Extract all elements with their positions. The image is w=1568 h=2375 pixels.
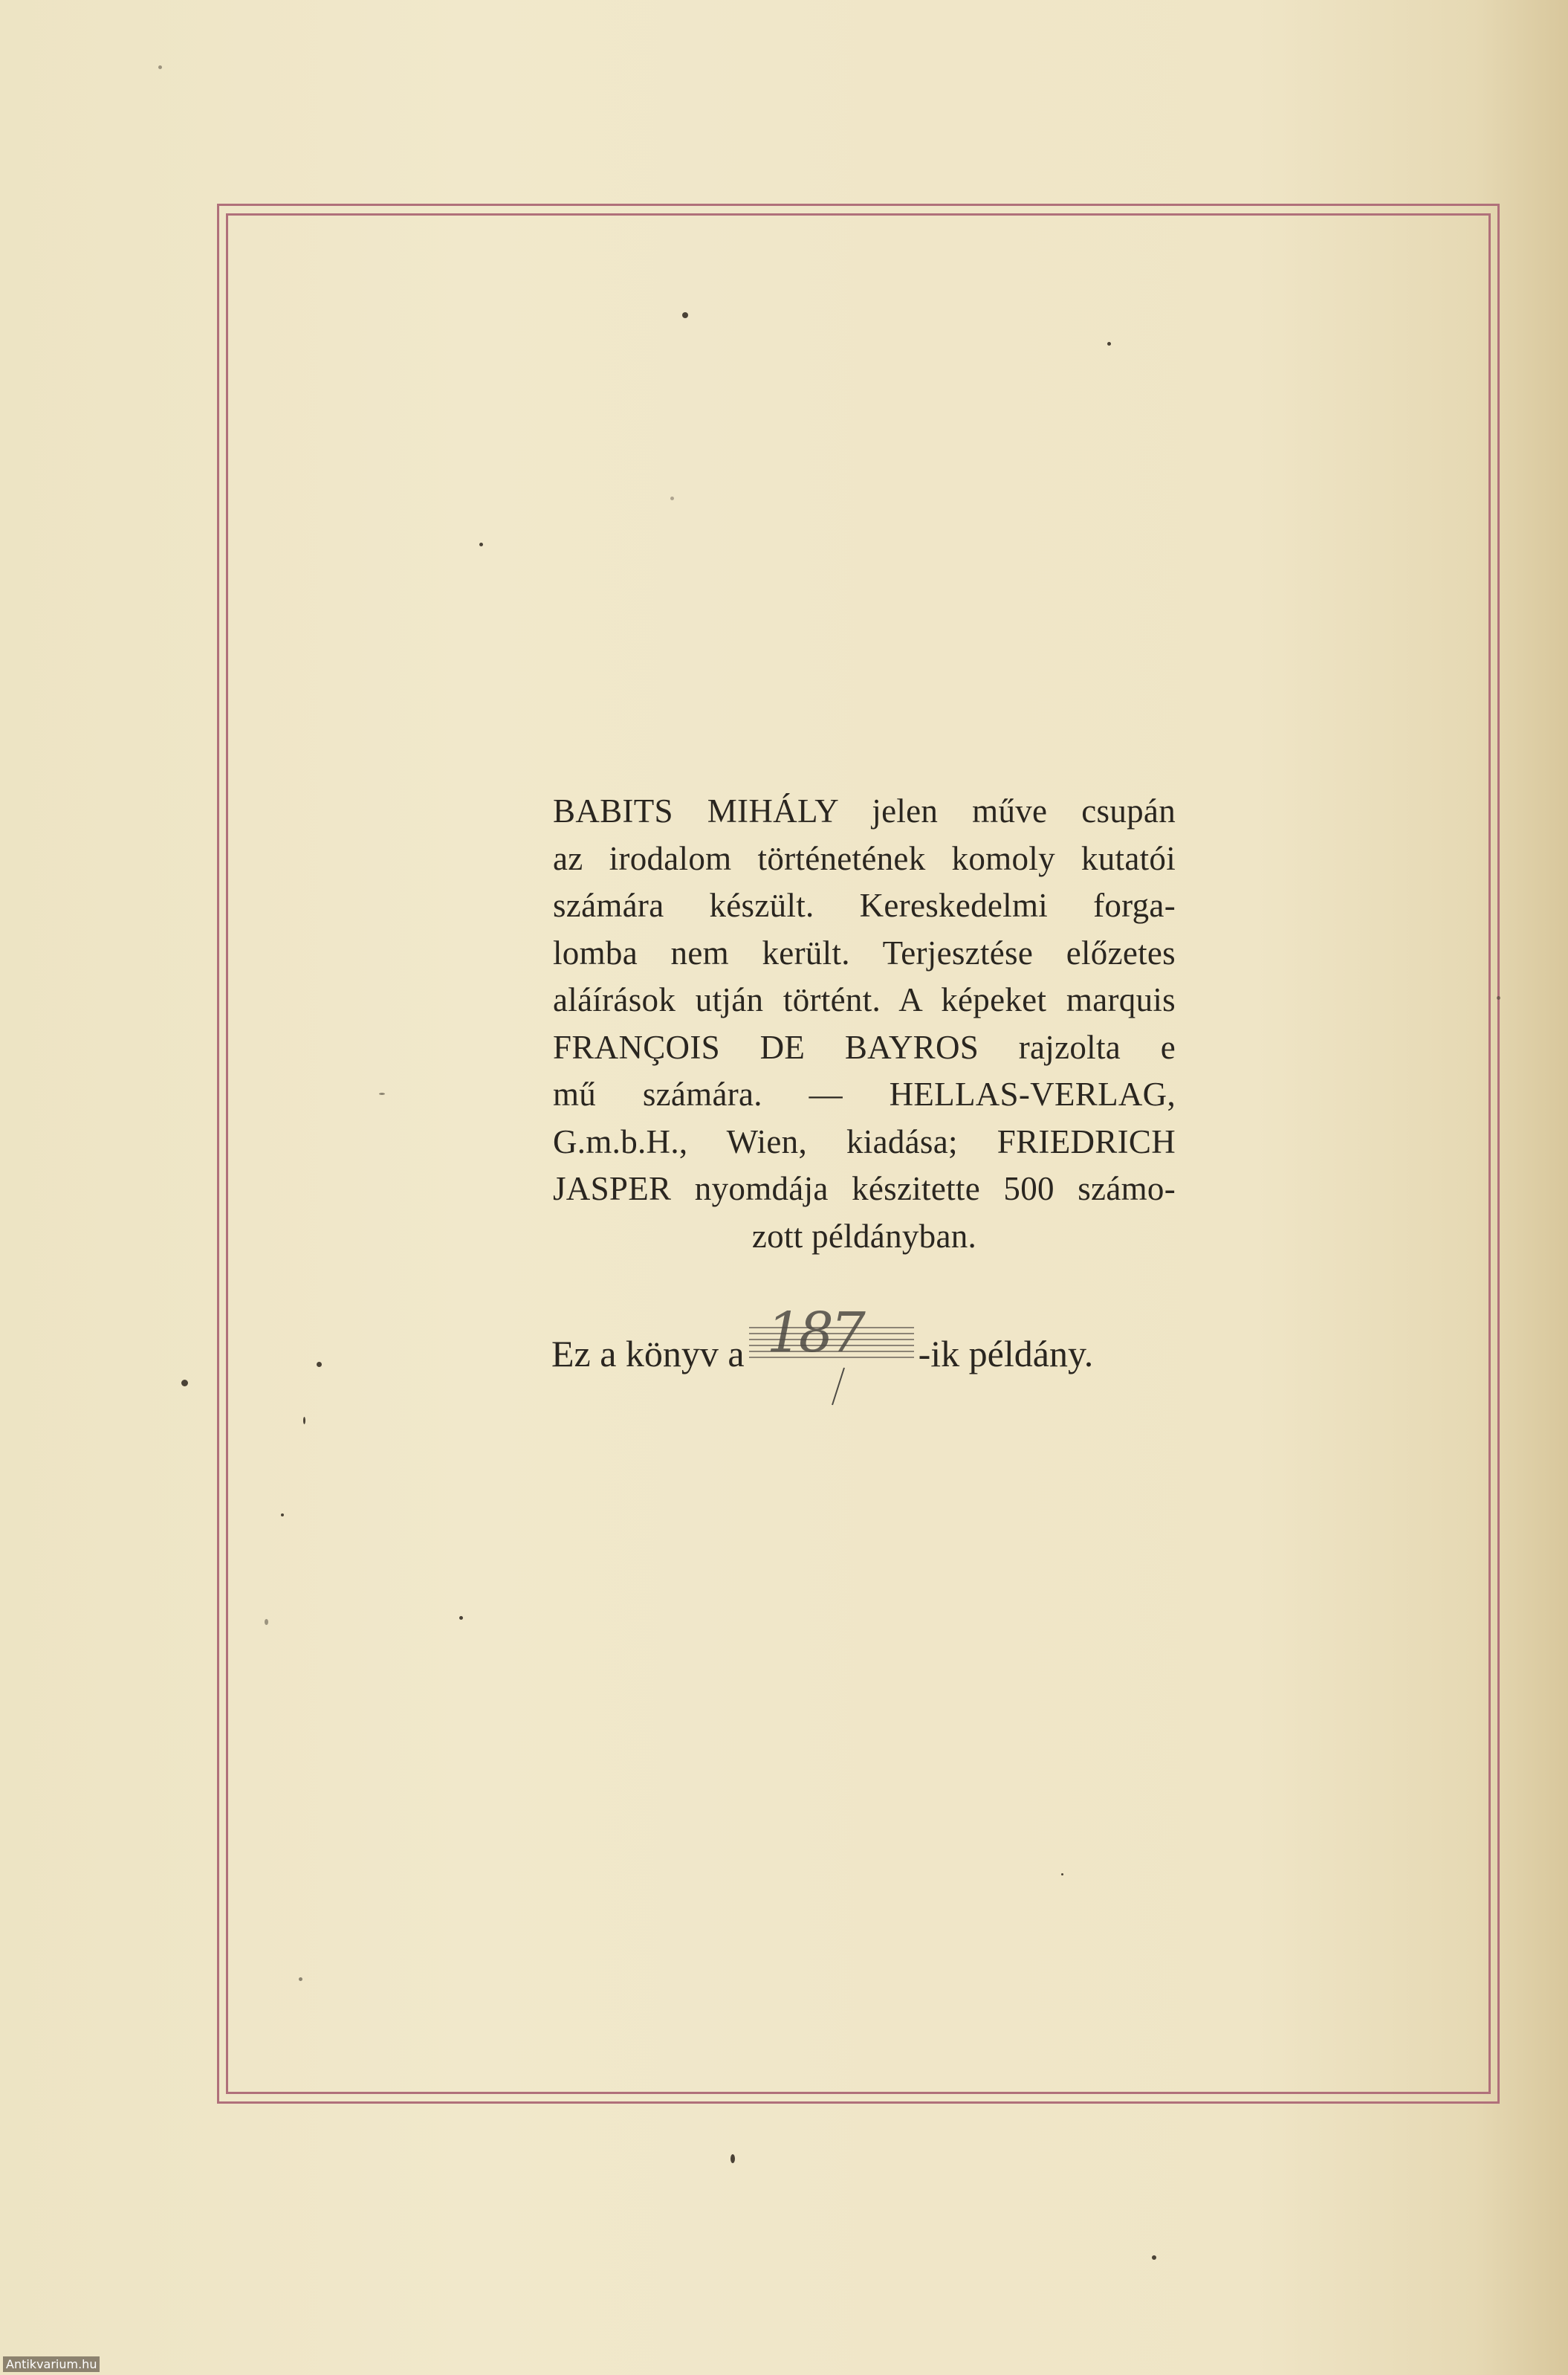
handwritten-copy-number: 187 [766,1301,863,1365]
colophon-line: JASPER nyomdája készitette 500 számo- [553,1170,1176,1207]
paper-speck [181,1380,188,1386]
colophon-line: zott példányban. [751,1217,977,1255]
edition-suffix: -ik példány. [918,1333,1094,1374]
edition-statement [551,1301,1180,1380]
paper-speck [303,1417,305,1424]
colophon-line: számára készült. Kereskedelmi forga- [553,887,1176,924]
watermark: Antikvarium.hu [3,2356,100,2372]
colophon-line: az irodalom történetének komoly kutatói [553,839,1176,877]
colophon-text [553,788,1176,1260]
paper-speck [459,1616,463,1620]
paper-speck [299,1977,302,1981]
colophon-line: BABITS MIHÁLY jelen műve csupán [553,792,1176,830]
paper-speck [379,1093,385,1095]
edition-number-field [749,1301,914,1366]
paper-speck [479,543,483,546]
paper-speck [265,1619,268,1625]
paper-speck [1107,342,1111,346]
paper-speck [1152,2255,1156,2260]
paper-speck [1061,1873,1063,1875]
paper-speck [682,312,688,318]
paper-speck [1497,996,1500,1000]
paper-speck [670,497,674,500]
paper-speck [281,1513,284,1516]
paper-speck [158,65,162,69]
paper-speck [730,2154,735,2163]
colophon-line: aláírások utján történt. A képeket marquis [553,981,1176,1018]
edition-prefix: Ez a könyv a [551,1333,745,1374]
colophon-line: G.m.b.H., Wien, kiadása; FRIEDRICH [553,1122,1176,1160]
paper-speck [317,1362,322,1367]
colophon-line: mű számára. — HELLAS-VERLAG, [553,1076,1176,1113]
colophon-line: lomba nem került. Terjesztése előzetes [553,934,1176,972]
colophon-line: FRANÇOIS DE BAYROS rajzolta e [553,1028,1176,1066]
